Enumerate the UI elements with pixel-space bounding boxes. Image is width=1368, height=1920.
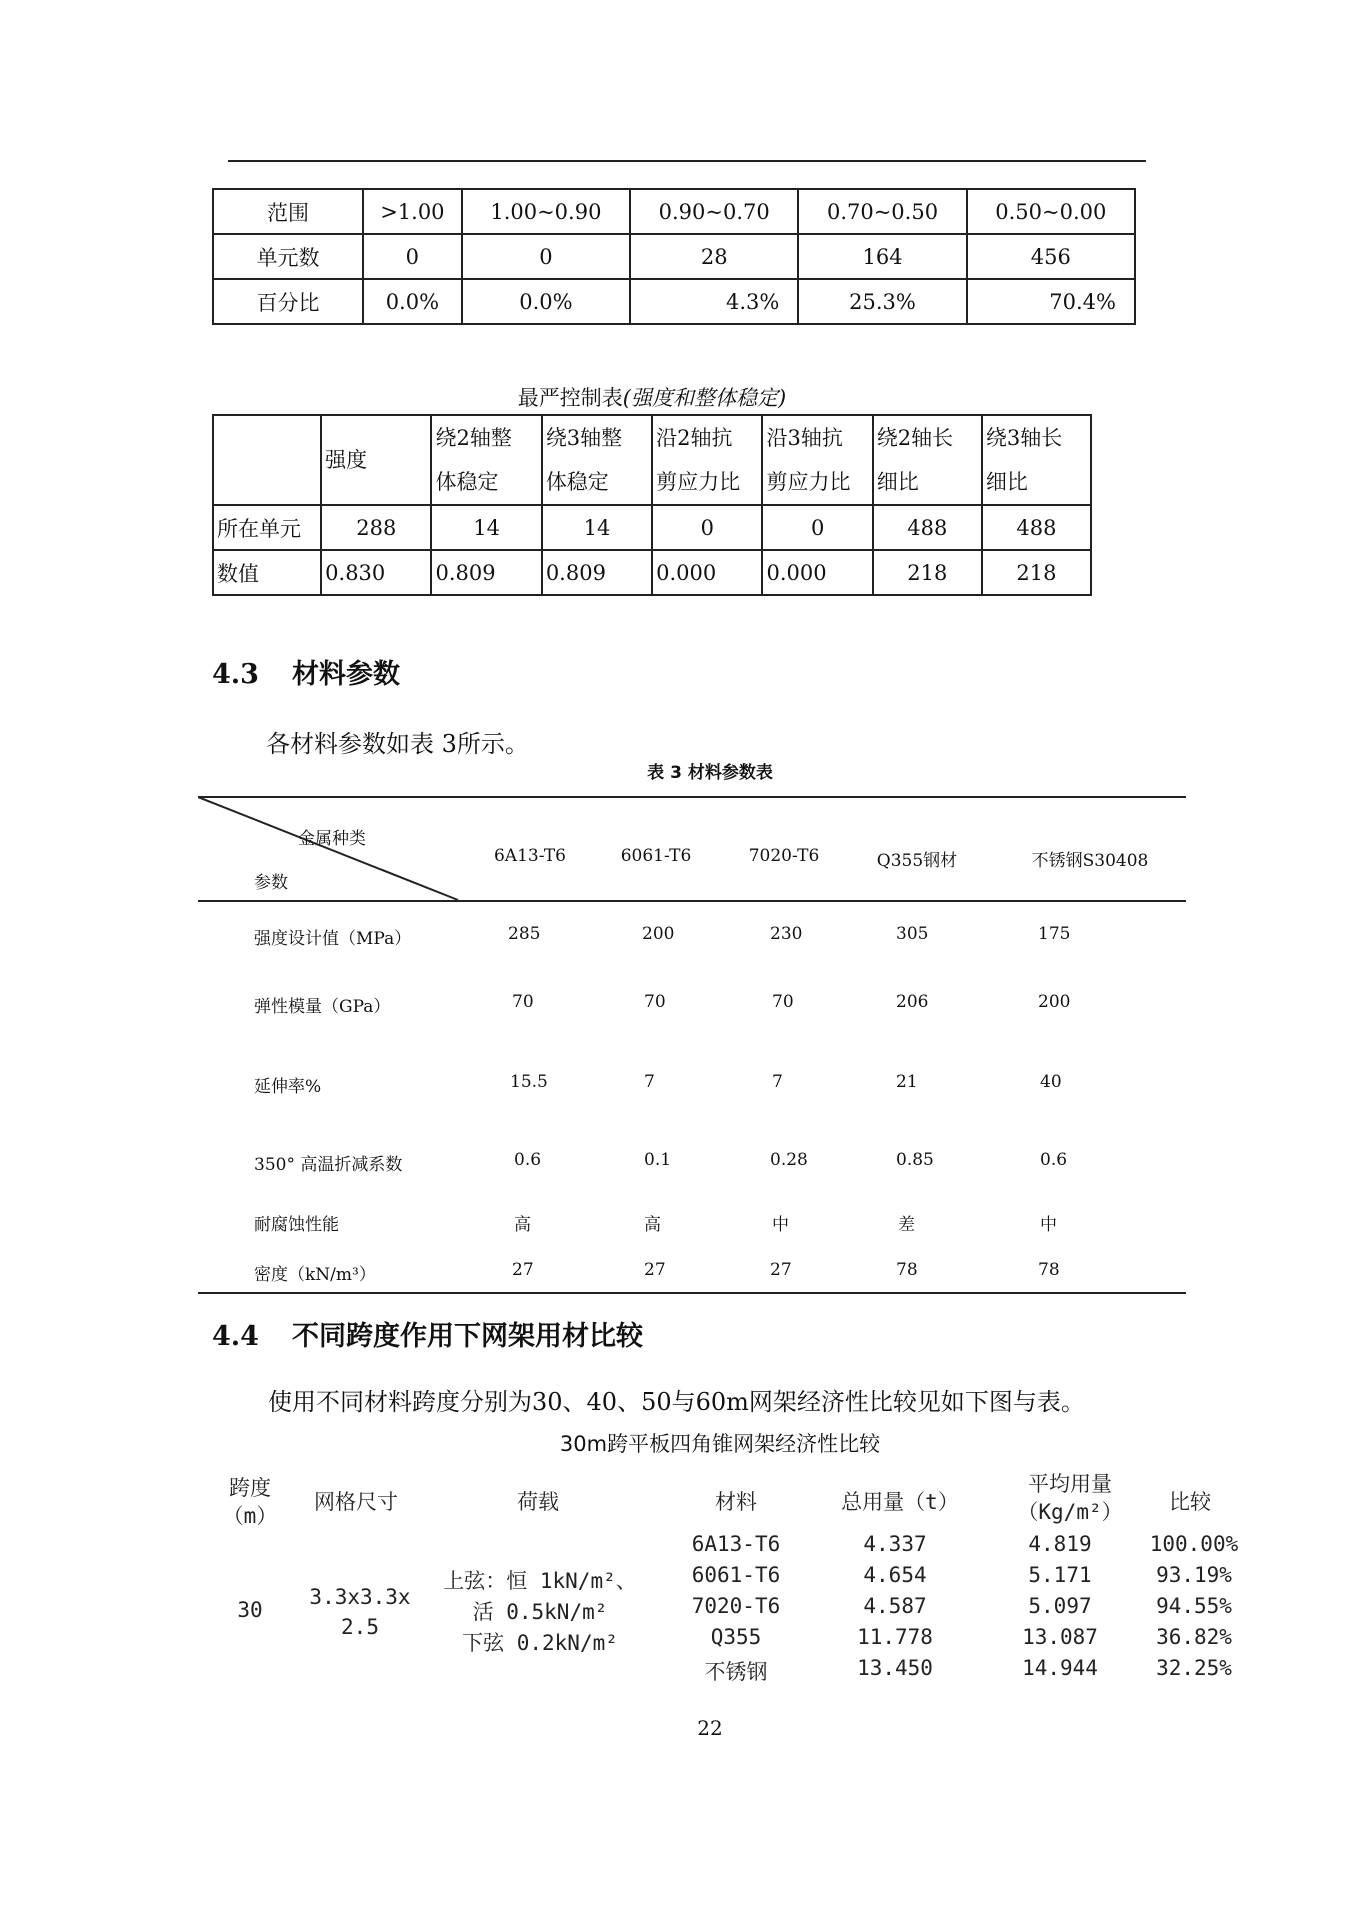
avg-cell: 5.171: [1028, 1563, 1092, 1587]
load-line: 下弦 0.2kN/m²: [462, 1631, 618, 1655]
table-cell: 0.50~0.00: [967, 189, 1135, 234]
table-cell: 230: [770, 924, 803, 944]
table-row: [213, 189, 1135, 234]
avg-cell: 13.087: [1022, 1625, 1098, 1649]
table-cell: 0.0%: [462, 279, 630, 324]
table-cell: 305: [896, 924, 929, 944]
table-cell: 0: [462, 234, 630, 279]
material-cell: 不锈钢: [704, 1660, 768, 1684]
row-label: 延伸率%: [254, 1077, 322, 1097]
header-line: 剪应力比: [656, 470, 741, 494]
table4-header-compare: 比较: [1169, 1490, 1211, 1514]
header-line: 体稳定: [545, 470, 609, 494]
header-cell: [982, 415, 1091, 505]
table-cell: 27: [644, 1260, 666, 1280]
table-cell: 7: [644, 1072, 655, 1092]
header-line: 绕3轴长: [985, 426, 1063, 450]
total-cell: 13.450: [857, 1656, 933, 1680]
table-cell: 40: [1040, 1072, 1062, 1092]
table-cell: 70.4%: [967, 279, 1135, 324]
header-cell: [762, 415, 872, 505]
material-cell: Q355: [710, 1625, 762, 1649]
corner-cell: [213, 415, 321, 505]
table-cell: 25.3%: [798, 279, 966, 324]
header-rule: [228, 160, 1146, 162]
table-cell: 78: [1038, 1260, 1060, 1280]
table4-header-material: 材料: [715, 1490, 757, 1514]
header-line: 细比: [985, 470, 1028, 494]
page-number: 22: [697, 1716, 723, 1740]
total-cell: 11.778: [857, 1625, 933, 1649]
table-cell: 0.0%: [363, 279, 462, 324]
table-cell: 0.70~0.50: [798, 189, 966, 234]
material-cell: 6061-T6: [691, 1563, 781, 1587]
material-cell: 7020-T6: [691, 1594, 781, 1618]
table-cell: 7: [772, 1072, 783, 1092]
table4-header-load: 荷载: [517, 1490, 559, 1514]
avg-cell: 5.097: [1028, 1594, 1092, 1618]
load-line: 活 0.5kN/m²: [472, 1600, 608, 1624]
header-line: 平均用量: [1028, 1472, 1112, 1496]
avg-cell: 14.944: [1022, 1656, 1098, 1680]
table3-caption: 表 3 材料参数表: [647, 763, 773, 783]
row-label: 范围: [213, 189, 363, 234]
table-cell: 200: [642, 924, 675, 944]
row-label: 密度（kN/m³）: [254, 1265, 376, 1285]
total-cell: 4.337: [863, 1532, 927, 1556]
row-label: 耐腐蚀性能: [254, 1215, 339, 1235]
header-line: 沿2轴抗: [656, 426, 733, 450]
table-cell: 488: [873, 505, 982, 550]
table3-column-header: 6A13-T6: [493, 846, 567, 866]
avg-cell: 4.819: [1028, 1532, 1092, 1556]
table2-caption-main: 最严控制表: [517, 386, 623, 410]
section-number: 4.4: [212, 1321, 259, 1352]
table-cell: 456: [967, 234, 1135, 279]
table-header-row: [213, 415, 1091, 505]
material-cell: 6A13-T6: [691, 1532, 781, 1556]
header-line: 强度: [325, 448, 368, 472]
header-cell: [652, 415, 762, 505]
section-number: 4.3: [212, 659, 259, 690]
table4-caption: 30m跨平板四角锥网架经济性比较: [559, 1432, 881, 1456]
row-label: 数值: [213, 550, 321, 595]
section-title: 材料参数: [292, 659, 400, 690]
header-line: 绕3轴整: [545, 426, 623, 450]
table-row: [213, 550, 1091, 595]
table-cell: 78: [896, 1260, 918, 1280]
header-line: 剪应力比: [766, 470, 851, 494]
section-paragraph: 使用不同材料跨度分别为30、40、50与60m网架经济性比较见如下图与表。: [268, 1388, 1085, 1416]
table-cell: 27: [512, 1260, 534, 1280]
table-cell: 0.90~0.70: [630, 189, 798, 234]
table-cell: 0: [652, 505, 762, 550]
table-row: [213, 505, 1091, 550]
compare-cell: 93.19%: [1156, 1563, 1232, 1587]
section-paragraph: 各材料参数如表 3所示。: [266, 730, 529, 758]
row-label: 强度设计值（MPa）: [254, 929, 412, 949]
table-cell: 0.830: [321, 550, 431, 595]
table-cell: 206: [896, 992, 929, 1012]
table-cell: 0.000: [652, 550, 762, 595]
table4-header-avg: [1000, 1470, 1140, 1526]
table-cell: 0.85: [896, 1150, 934, 1170]
table2-caption: [212, 382, 1092, 412]
table-cell: >1.00: [363, 189, 462, 234]
row-label: 弹性模量（GPa）: [254, 997, 391, 1017]
load-line: 上弦：恒 1kN/m²、: [443, 1569, 637, 1593]
table-row: [213, 234, 1135, 279]
table-cell: 200: [1038, 992, 1071, 1012]
table4-header-total: 总用量（t）: [841, 1490, 959, 1514]
table-row: [213, 279, 1135, 324]
grid-line: 2.5: [341, 1615, 379, 1639]
table-cell: 差: [898, 1215, 915, 1235]
compare-cell: 100.00%: [1149, 1532, 1239, 1556]
control-table: [212, 414, 1092, 596]
table-cell: 0: [762, 505, 872, 550]
total-cell: 4.654: [863, 1563, 927, 1587]
ratio-distribution-table: [212, 188, 1136, 325]
header-line: 绕2轴整: [435, 426, 512, 450]
table-cell: 70: [772, 992, 794, 1012]
table-cell: 70: [512, 992, 534, 1012]
header-line: 跨度: [229, 1476, 271, 1500]
table-cell: 218: [982, 550, 1091, 595]
header-cell: [321, 415, 431, 505]
header-line: （m）: [222, 1504, 278, 1528]
table4-header-span: [210, 1474, 290, 1530]
table-cell: 0.1: [644, 1150, 672, 1170]
row-label: 350° 高温折减系数: [254, 1155, 403, 1175]
table-cell: 15.5: [510, 1072, 548, 1092]
table-cell: 27: [770, 1260, 792, 1280]
header-line: （Kg/m²）: [1017, 1500, 1123, 1524]
table-cell: 中: [772, 1215, 789, 1235]
table4-load-value: [430, 1566, 650, 1659]
compare-cell: 94.55%: [1156, 1594, 1232, 1618]
table2-caption-sub: (强度和整体稳定): [622, 386, 787, 410]
grid-line: 3.3x3.3x: [309, 1585, 411, 1609]
table4-span-value: 30: [237, 1598, 263, 1622]
table4-grid-value: [300, 1582, 420, 1642]
table-cell: 28: [630, 234, 798, 279]
table-cell: 中: [1040, 1215, 1057, 1235]
table3-corner-bottom: 参数: [254, 873, 288, 893]
table3-column-header: 6061-T6: [620, 846, 692, 866]
table-cell: 218: [873, 550, 982, 595]
table-cell: 0.000: [762, 550, 872, 595]
table3-bottom-rule: [198, 1292, 1186, 1294]
header-line: 绕2轴长: [876, 426, 954, 450]
table3-column-header: Q355钢材: [876, 851, 958, 871]
section-title: 不同跨度作用下网架用材比较: [292, 1321, 643, 1352]
section-heading-4-4: [212, 1314, 643, 1353]
header-cell: [873, 415, 982, 505]
table-cell: 285: [508, 924, 541, 944]
header-line: 细比: [876, 470, 919, 494]
table-cell: 14: [542, 505, 652, 550]
table-cell: 高: [644, 1215, 661, 1235]
compare-cell: 36.82%: [1156, 1625, 1232, 1649]
row-label: 单元数: [213, 234, 363, 279]
section-heading-4-3: [212, 652, 400, 691]
table-cell: 488: [982, 505, 1091, 550]
table-cell: 0.28: [770, 1150, 808, 1170]
table3-column-header: 7020-T6: [748, 846, 820, 866]
table-cell: 0.6: [1040, 1150, 1068, 1170]
table-cell: 21: [896, 1072, 918, 1092]
table3-column-header: 不锈钢S30408: [1031, 851, 1149, 871]
table-cell: 164: [798, 234, 966, 279]
table3-corner-top: 金属种类: [298, 829, 366, 849]
table4-header-grid: 网格尺寸: [314, 1490, 398, 1514]
table-cell: 14: [431, 505, 541, 550]
header-line: 沿3轴抗: [766, 426, 843, 450]
table3-diagonal: [198, 797, 462, 901]
row-label: 所在单元: [213, 505, 321, 550]
header-cell: [431, 415, 541, 505]
table-cell: 高: [514, 1215, 531, 1235]
row-label: 百分比: [213, 279, 363, 324]
table-cell: 1.00~0.90: [462, 189, 630, 234]
table-cell: 70: [644, 992, 666, 1012]
table-cell: 175: [1038, 924, 1071, 944]
total-cell: 4.587: [863, 1594, 927, 1618]
table-cell: 4.3%: [630, 279, 798, 324]
table-cell: 288: [321, 505, 431, 550]
header-cell: [542, 415, 652, 505]
header-line: 体稳定: [435, 470, 499, 494]
compare-cell: 32.25%: [1156, 1656, 1232, 1680]
table-cell: 0.809: [431, 550, 541, 595]
table-cell: 0.6: [514, 1150, 542, 1170]
table-cell: 0.809: [542, 550, 652, 595]
table-cell: 0: [363, 234, 462, 279]
